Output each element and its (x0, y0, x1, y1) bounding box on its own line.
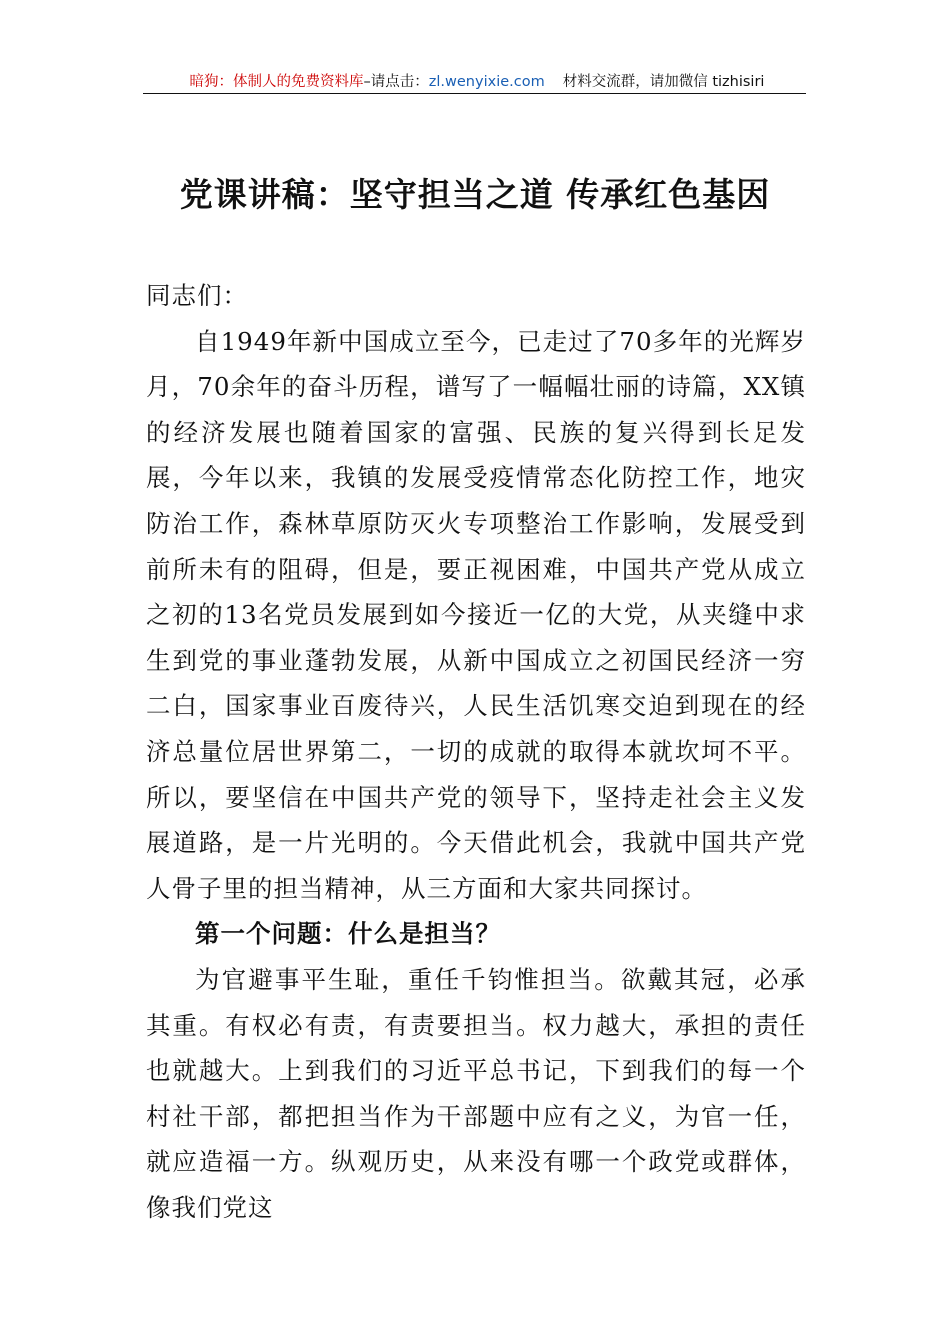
salutation: 同志们： (146, 281, 248, 310)
document-body (146, 273, 806, 1230)
document-title: 党课讲稿：坚守担当之道 传承红色基因 (179, 175, 771, 214)
section-heading: 第一个问题：什么是担当？ (195, 919, 501, 949)
header-site-name: 暗狗：体制人的免费资料库 (189, 74, 364, 90)
header-divider (143, 93, 806, 94)
section-paragraph: 为官避事平生耻，重任千钧惟担当。欲戴其冠，必承其重。有权必有责，有责要担当。权力越大，承担的责任也就越大。上到我们的习近平总书记，下到我们的每一个村社干部，都把担当作为干部题中应有之义，为官一任，就应造福一方。纵观历史，从来没有哪一个政党或群体，像我们党这 (146, 964, 806, 1222)
page-header (147, 70, 807, 94)
intro-paragraph: 自1949年新中国成立至今，已走过了70多年的光辉岁月，70余年的奋斗历程，谱写了一幅幅壮丽的诗篇，XX镇的经济发展也随着国家的富强、民族的复兴得到长足发展，今年以来，我镇的发展受疫情常态化防控工作，地灾防治工作，森林草原防灭火专项整治工作影响，发展受到前所未有的阻碍，但是，要正视困难，中国共产党从成立之初的13名党员发展到如今接近一亿的大党，从夹缝中求生到党的事业蓬勃发展，从新中国成立之初国民经济一穷二白，国家事业百废待兴，人民生活饥寒交迫到现在的经济总量位居世界第二，一切的成就的取得本就坎坷不平。所以，要坚信在中国共产党的领导下，坚持走社会主义发展道路，是一片光明的。今天借此机会，我就中国共产党人骨子里的担当精神，从三方面和大家共同探讨。 (146, 326, 806, 903)
header-group-note: 材料交流群，请加微信 tizhisiri (562, 74, 765, 90)
header-click-prompt: –请点击： (363, 74, 429, 90)
header-url-link[interactable]: zl.wenyixie.com (428, 74, 545, 90)
